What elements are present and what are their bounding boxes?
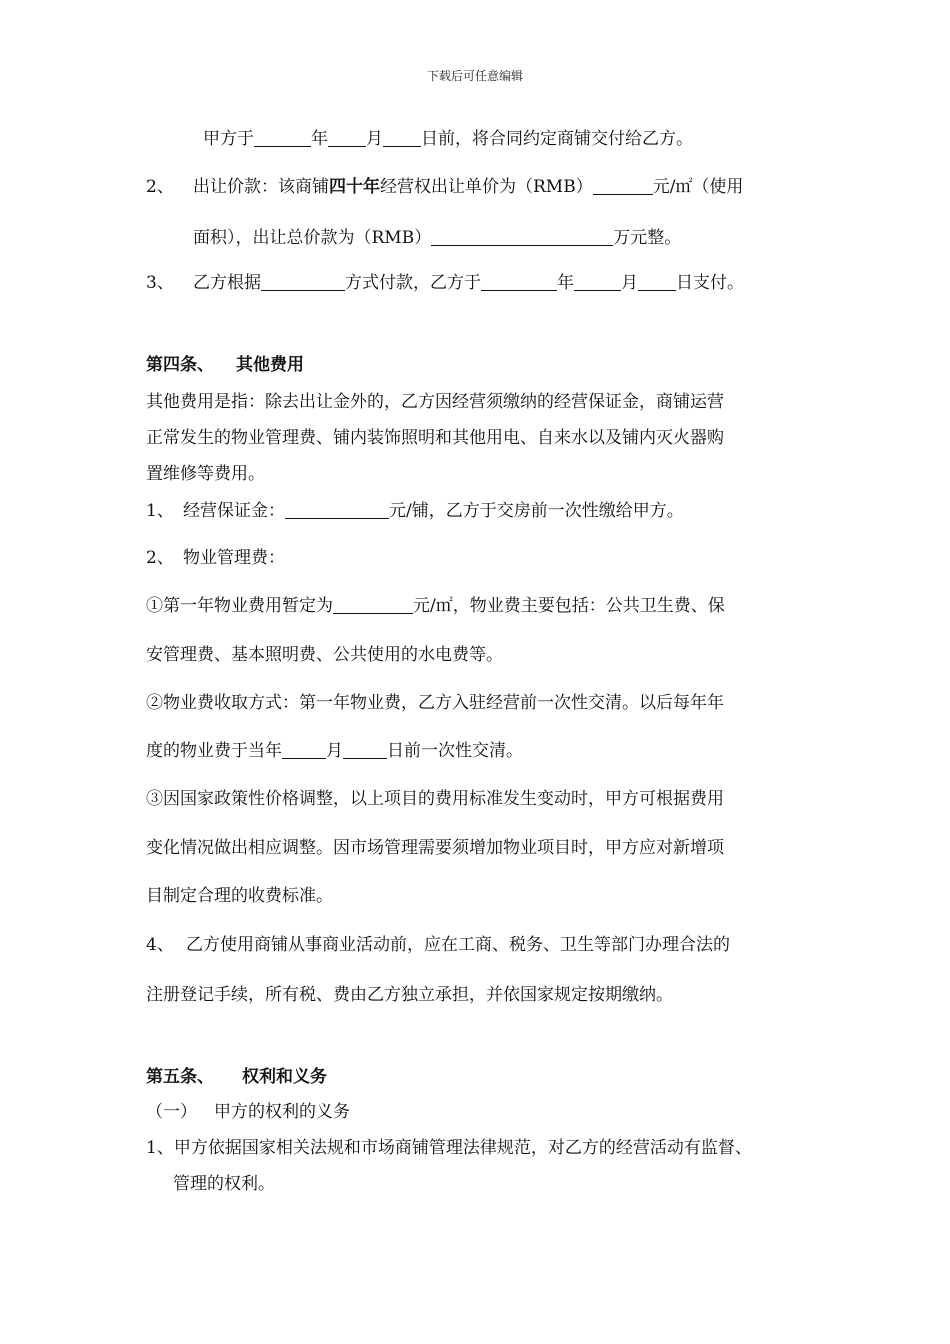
article4-item1-part2: 元/铺，乙方于交房前一次性缴给甲方。 — [389, 501, 684, 521]
article4-item1-part1: 经营保证金： — [183, 501, 285, 521]
item3-month-label: 月 — [621, 273, 638, 293]
delivery-month-blank[interactable] — [328, 128, 366, 147]
article4-item4-number: 4、 — [146, 935, 174, 955]
article4-item4-line2: 注册登记手续，所有税、费由乙方独立承担，并依国家规定按期缴纳。 — [146, 985, 673, 1005]
article5-section1-label: （一） — [146, 1102, 197, 1122]
item2-line2 — [193, 226, 681, 250]
sub2-line2-part1: 度的物业费于当年 — [146, 741, 282, 761]
sub1-part2: 元/㎡，物业费主要包括：公共卫生费、保 — [413, 596, 725, 616]
payment-method-blank[interactable] — [261, 272, 345, 291]
delivery-year-blank[interactable] — [254, 128, 311, 147]
sub1-part1: ①第一年物业费用暂定为 — [146, 596, 333, 616]
article4-heading — [146, 353, 304, 377]
unit-price-blank[interactable] — [593, 176, 653, 195]
article4-item4-line1 — [146, 933, 730, 957]
article4-item4-line1-text: 乙方使用商铺从事商业活动前，应在工商、税务、卫生等部门办理合法的 — [186, 935, 730, 955]
item2-bold-term: 四十年 — [329, 177, 380, 197]
item3-part1: 乙方根据 — [193, 273, 261, 293]
payment-month-blank[interactable] — [574, 272, 621, 291]
payment-year-blank[interactable] — [481, 272, 557, 291]
annual-fee-day-blank[interactable] — [343, 740, 387, 759]
sub1-line1 — [146, 594, 725, 618]
sub1-line2: 安管理费、基本照明费、公共使用的水电费等。 — [146, 645, 503, 665]
article4-item1 — [146, 499, 684, 523]
article5-title-text: 权利和义务 — [242, 1067, 327, 1087]
property-fee-blank[interactable] — [333, 595, 413, 614]
sub2-line2-suffix: 日前一次性交清。 — [387, 741, 523, 761]
item2-part1: 出让价款：该商铺 — [193, 177, 329, 197]
item2-part3: 元/㎡（使用 — [652, 177, 744, 197]
item2-part2: 经营权出让单价为（RMB） — [380, 177, 593, 197]
item3-part2: 方式付款，乙方于 — [345, 273, 481, 293]
article4-intro-line2: 正常发生的物业管理费、铺内装饰照明和其他用电、自来水以及铺内灭火器购 — [146, 428, 724, 448]
item2-line1 — [146, 175, 743, 199]
article4-item2-text: 物业管理费： — [183, 548, 285, 568]
article4-item1-number: 1、 — [146, 501, 174, 521]
item2-line2-part1: 面积），出让总价款为（RMB） — [193, 228, 432, 248]
article5-item1-line2: 管理的权利。 — [173, 1174, 275, 1194]
delivery-date-line — [203, 127, 693, 151]
delivery-year-label: 年 — [311, 129, 328, 149]
sub2-line2 — [146, 739, 523, 763]
deposit-blank[interactable] — [285, 500, 389, 519]
page-header: 下载后可任意编辑 — [426, 69, 523, 83]
item3-line — [146, 271, 744, 295]
delivery-suffix: 日前，将合同约定商铺交付给乙方。 — [421, 129, 693, 149]
sub3-line1: ③因国家政策性价格调整，以上项目的费用标准发生变动时，甲方可根据费用 — [146, 789, 724, 809]
article5-title-num: 第五条、 — [146, 1067, 214, 1087]
sub2-line1: ②物业费收取方式：第一年物业费，乙方入驻经营前一次性交清。以后每年年 — [146, 693, 724, 713]
annual-fee-month-blank[interactable] — [282, 740, 326, 759]
sub2-month-label: 月 — [326, 741, 343, 761]
delivery-month-label: 月 — [366, 129, 383, 149]
delivery-day-blank[interactable] — [383, 128, 421, 147]
item3-year-label: 年 — [557, 273, 574, 293]
total-price-blank[interactable] — [431, 227, 613, 246]
article5-heading — [146, 1065, 327, 1089]
article4-intro-line1: 其他费用是指：除去出让金外的，乙方因经营须缴纳的经营保证金，商铺运营 — [146, 392, 724, 412]
article5-item1-line1: 1、甲方依据国家相关法规和市场商铺管理法律规范，对乙方的经营活动有监督、 — [146, 1138, 752, 1158]
article4-item2-number: 2、 — [146, 548, 174, 568]
article5-section1-text: 甲方的权利的义务 — [214, 1102, 350, 1122]
article4-intro-line3: 置维修等费用。 — [146, 464, 265, 484]
sub3-line2: 变化情况做出相应调整。因市场管理需要须增加物业项目时，甲方应对新增项 — [146, 838, 724, 858]
article4-title-num: 第四条、 — [146, 355, 214, 375]
item2-number: 2、 — [146, 177, 174, 197]
item3-number: 3、 — [146, 273, 174, 293]
payment-day-blank[interactable] — [638, 272, 676, 291]
article4-title-text: 其他费用 — [236, 355, 304, 375]
item3-suffix: 日支付。 — [676, 273, 744, 293]
article5-section1 — [146, 1100, 350, 1124]
delivery-prefix: 甲方于 — [203, 129, 254, 149]
article4-item2 — [146, 546, 285, 570]
sub3-line3: 目制定合理的收费标准。 — [146, 886, 333, 906]
item2-line2-part2: 万元整。 — [613, 228, 682, 248]
